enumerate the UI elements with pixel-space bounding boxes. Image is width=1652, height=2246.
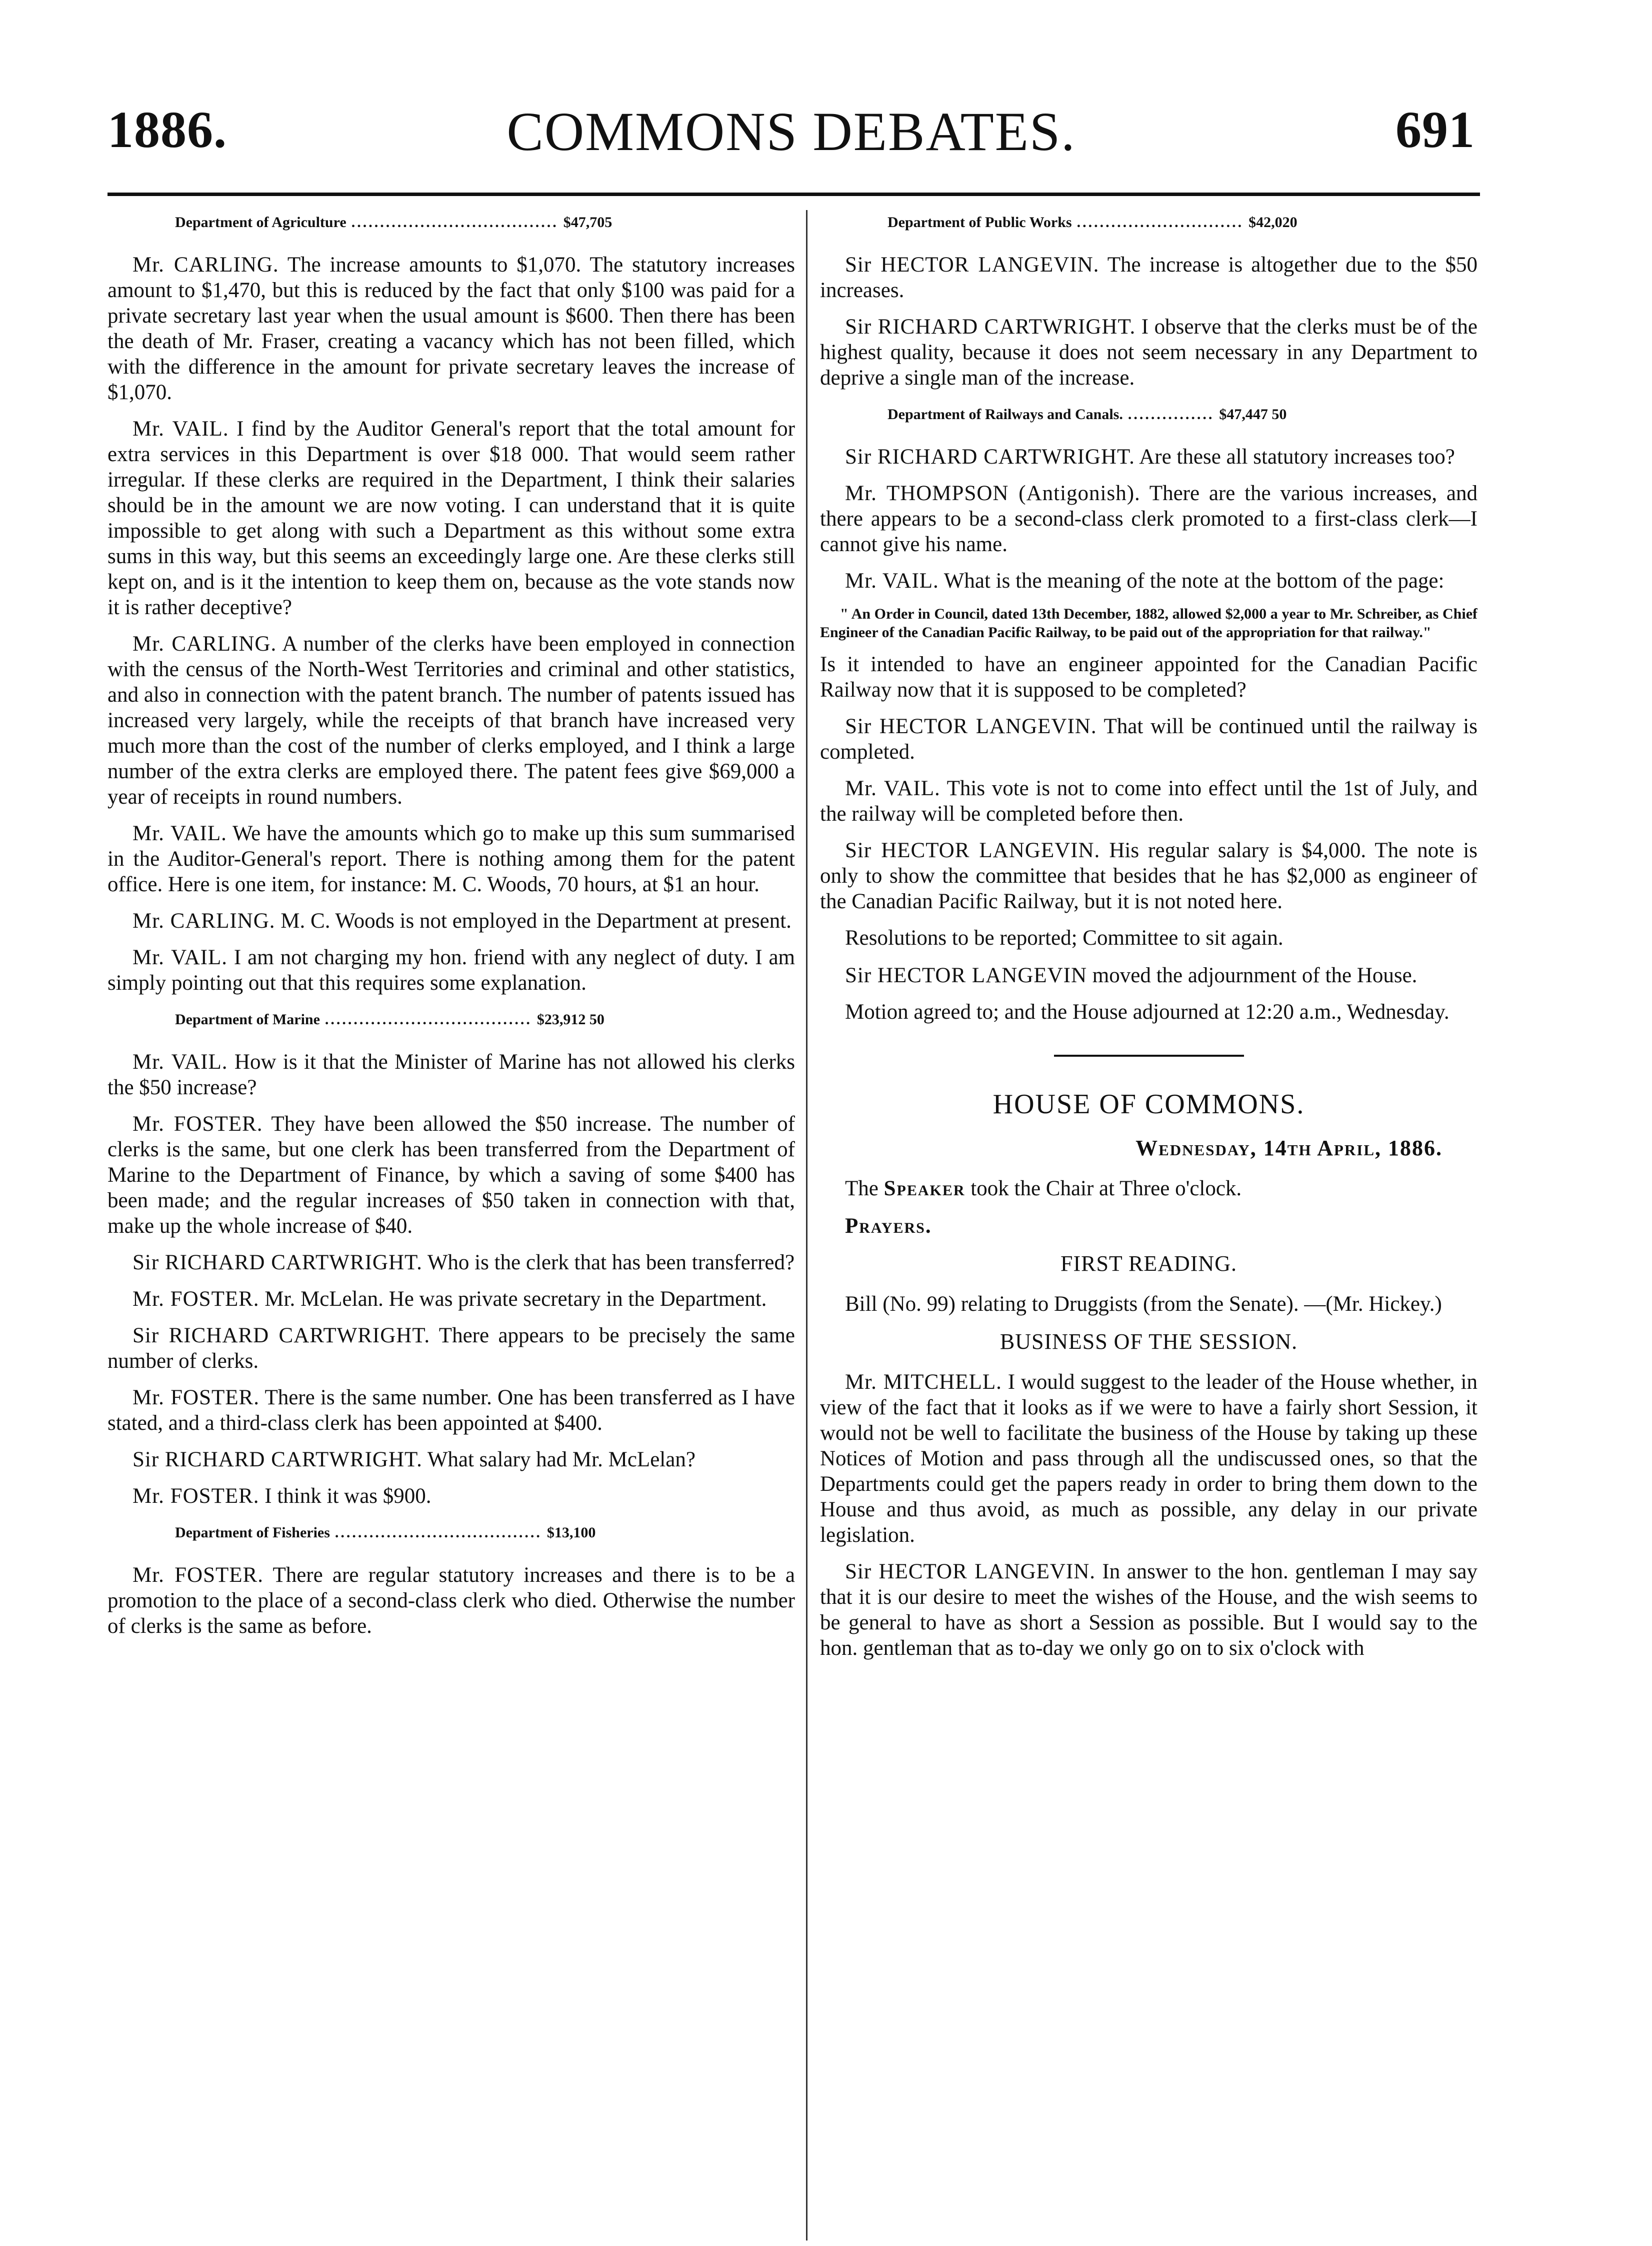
speech-text: There appears to be precisely the same number of clerks. [108, 1324, 795, 1373]
proceedings-line: Resolutions to be reported; Committee to sit again. [845, 926, 1284, 950]
estimate-leader: .................................... [324, 1011, 532, 1028]
prayers-line: Prayers. [845, 1214, 932, 1238]
speech-text: They have been allowed the $50 increase. The number of clerks is the same, but one clerk has been transferred from the Department of Marine to the Department of Finance, by which a saving of some $400 has been made; and the regular increases of $50 taken in connection with that, make up the whole increase of $40. [108, 1112, 795, 1238]
speech-text: I would suggest to the leader of the House whether, in view of the fact that it looks as if we were to have a fairly short Session, it would not be well to facilitate the business of the House by taking up these Notices of Motion and pass through all the undiscussed ones, so that the Departments could get the papers ready in order to bring them down to the House and thus avoid, as much as possible, any delay in our private legislation. [820, 1370, 1478, 1547]
estimate-leader: .................................... [351, 214, 558, 231]
speech-paragraph [108, 1385, 795, 1436]
speaker-name: Mr. CARLING. [132, 253, 279, 277]
estimate-amount: $47,705 [563, 214, 612, 231]
speech-text: This vote is not to come into effect until the 1st of July, and the railway will be completed before then. [820, 777, 1478, 826]
speaker-name: Mr. FOSTER. [132, 1386, 260, 1409]
estimate-amount: $13,100 [546, 1524, 596, 1541]
speech-text: What is the meaning of the note at the bottom of the page: [944, 569, 1444, 593]
speech-text: That will be continued until the railway is completed. [820, 715, 1478, 764]
section-rule [1054, 1055, 1244, 1057]
speech-text: Mr. McLelan. He was private secretary in the Department. [264, 1287, 767, 1311]
speech-paragraph [108, 1447, 795, 1472]
speech-paragraph [820, 963, 1478, 988]
speech-paragraph [108, 908, 795, 934]
speech-paragraph [108, 1111, 795, 1239]
speaker-name: Mr. MITCHELL. [845, 1370, 1002, 1394]
estimate-label: Department of Marine [175, 1011, 320, 1028]
speaker-name: Mr. VAIL. [132, 1050, 228, 1074]
text-prefix: The [845, 1177, 878, 1200]
estimate-item-agriculture [108, 210, 795, 235]
house-title: HOUSE OF COMMONS. [992, 1089, 1305, 1120]
speaker-name: Sir HECTOR LANGEVIN [845, 964, 1088, 987]
speech-text: I am not charging my hon. friend with any neglect of duty. I am simply pointing out that this requires some explanation. [108, 946, 795, 995]
speech-text: His regular salary is $4,000. The note is only to show the committee that besides that he has $2,000 as engineer of the Canadian Pacific Railway, but it is not noted here. [820, 839, 1478, 913]
speech-text: Who is the clerk that has been transferred? [427, 1251, 795, 1274]
estimate-amount: $42,020 [1248, 214, 1298, 231]
header-year: 1886. [108, 101, 227, 159]
speaker-name: Mr. THOMPSON (Antigonish). [845, 482, 1140, 505]
speech-paragraph [820, 314, 1478, 391]
speaker-name: Mr. VAIL. [845, 777, 940, 800]
header-rule [108, 193, 1480, 196]
estimate-amount: $23,912 50 [536, 1011, 604, 1028]
speaker-name: Mr. VAIL. [132, 946, 228, 969]
sitting-date: Wednesday, 14th April, 1886. [1136, 1136, 1442, 1160]
speaker-took-chair [820, 1176, 1478, 1201]
speaker-name: Sir HECTOR LANGEVIN. [845, 253, 1100, 277]
speaker-name: Sir RICHARD CARTWRIGHT. [132, 1448, 422, 1471]
speaker-name: Mr. CARLING. [132, 909, 276, 933]
speaker-name: Mr. VAIL. [845, 569, 939, 593]
estimate-label: Department of Railways and Canals. [888, 406, 1123, 423]
estimate-amount: $47,447 50 [1219, 406, 1287, 423]
estimate-label: Department of Public Works [888, 214, 1072, 231]
speech-paragraph [108, 945, 795, 996]
page-header [108, 100, 1475, 160]
right-column [820, 208, 1478, 2198]
speaker-name: Sir RICHARD CARTWRIGHT. [132, 1251, 422, 1274]
speech-text: I think it was $900. [264, 1484, 432, 1508]
speech-continuation: Is it intended to have an engineer appointed for the Canadian Pacific Railway now that it is supposed to be completed? [820, 653, 1478, 702]
speaker-name: Sir HECTOR LANGEVIN. [845, 1560, 1096, 1583]
speech-text: What salary had Mr. McLelan? [427, 1448, 696, 1471]
speech-text: We have the amounts which go to make up this sum summarised in the Auditor-General's report. There is nothing among them for the patent office. Here is one item, for instance: M. C. Woods, 70 hours, at $1 an hour. [108, 822, 795, 896]
column-divider [806, 210, 808, 2240]
speech-text: There are regular statutory increases and there is to be a promotion to the place of a second-class clerk who died. Otherwise the number of clerks is the same as before. [108, 1563, 795, 1638]
speaker-name: Sir RICHARD CARTWRIGHT. [845, 315, 1136, 339]
speaker-name: Sir HECTOR LANGEVIN. [845, 715, 1097, 738]
estimate-leader: ............................. [1076, 214, 1244, 231]
speaker-name: Sir RICHARD CARTWRIGHT. [132, 1324, 430, 1347]
speaker-name: Sir RICHARD CARTWRIGHT. [845, 445, 1135, 469]
speech-text: How is it that the Minister of Marine has not allowed his clerks the $50 increase? [108, 1050, 795, 1099]
speech-text: There are the various increases, and there appears to be a second-class clerk promoted to a first-class clerk—I cannot give his name. [820, 482, 1478, 556]
speech-paragraph [820, 838, 1478, 914]
speech-text: The increase amounts to $1,070. The statutory increases amount to $1,470, but this is reduced by the fact that only $100 was paid for a private secretary last year when the usual amount is $600. Then there has been the death of Mr. Fraser, creating a vacancy which has not been filled, which with the difference in the amount for private secretary leaves the increase of $1,070. [108, 253, 795, 404]
speech-text: There is the same number. One has been transferred as I have stated, and a third-class clerk has been appointed at $400. [108, 1386, 795, 1435]
speech-text: M. C. Woods is not employed in the Department at present. [280, 909, 792, 933]
speech-paragraph [820, 776, 1478, 827]
speech-text: In answer to the hon. gentleman I may say that it is our desire to meet the wishes of the House, and the wish seems to be general to have as short a Session as possible. But I would say to the hon. gentleman that as to-day we only go on to six o'clock with [820, 1560, 1478, 1660]
estimate-item-marine [108, 1007, 795, 1032]
speech-paragraph [108, 821, 795, 897]
speech-paragraph [108, 1483, 795, 1509]
speech-text: The increase is altogether due to the $50 increases. [820, 253, 1478, 302]
speech-paragraph [108, 1049, 795, 1100]
speaker-name: Sir HECTOR LANGEVIN. [845, 839, 1100, 862]
proceedings-line: Motion agreed to; and the House adjourned at 12:20 a.m., Wednesday. [845, 1000, 1450, 1024]
estimate-item-public-works [820, 210, 1478, 235]
estimate-leader: .................................... [334, 1524, 542, 1541]
estimate-leader: ............... [1128, 406, 1214, 423]
speech-paragraph [108, 1250, 795, 1275]
speech-text: I find by the Auditor General's report that the total amount for extra services in this Department is over $18 000. That would seem rather irregular. If these clerks are required in the Department, I think their salaries should be in the amount we are now voting. I can understand that it is quite impossible to get along with such a Department as this without some extra sums in this way, but this seems an exceedingly large one. Are these clerks still kept on, and is it the intention to keep them on, because as the vote stands now it is rather deceptive? [108, 417, 795, 619]
speech-paragraph [108, 1323, 795, 1374]
speech-paragraph [108, 631, 795, 810]
speech-paragraph [820, 1559, 1478, 1661]
text-rest: took the Chair at Three o'clock. [970, 1177, 1242, 1200]
estimate-label: Department of Agriculture [175, 214, 346, 231]
speech-paragraph [820, 252, 1478, 303]
estimate-item-fisheries [108, 1520, 795, 1545]
quoted-note: " An Order in Council, dated 13th December, 1882, allowed $2,000 a year to Mr. Schreiber, as Chief Engineer of the Canadian Pacific Railway, to be paid out of the appropriation for that railway." [820, 606, 1478, 641]
section-heading-first-reading: FIRST READING. [1060, 1251, 1237, 1276]
speech-paragraph [820, 481, 1478, 557]
speech-paragraph [108, 416, 795, 620]
speech-text: Are these all statutory increases too? [1139, 445, 1455, 469]
speech-text: I observe that the clerks must be of the highest quality, because it does not seem necessary in any Department to deprive a single man of the increase. [820, 315, 1478, 390]
speaker-name: Mr. CARLING. [132, 632, 277, 656]
speaker-name: Mr. FOSTER. [132, 1484, 260, 1508]
speech-paragraph [108, 252, 795, 405]
speech-paragraph [820, 1369, 1478, 1548]
speech-paragraph [820, 444, 1478, 470]
estimate-item-railways [820, 402, 1478, 427]
speech-text: A number of the clerks have been employed in connection with the census of the North-West Territories and criminal and other statistics, and also in connection with the patent branch. The number of patents issued has increased very largely, while the receipts of that branch have increased very much more than the cost of the number of clerks employed, and I think a large number of the extra clerks are employed there. The patent fees give $69,000 a year of receipts in round numbers. [108, 632, 795, 809]
header-page-number: 691 [1396, 101, 1475, 159]
left-column [108, 208, 795, 2198]
speaker-name: Mr. FOSTER. [132, 1287, 260, 1311]
speaker-name: Mr. VAIL. [132, 822, 227, 845]
speech-paragraph [820, 568, 1478, 594]
speech-paragraph [820, 714, 1478, 765]
section-heading-business: BUSINESS OF THE SESSION. [1000, 1329, 1298, 1354]
estimate-label: Department of Fisheries [175, 1524, 330, 1541]
speaker-name: Mr. FOSTER. [132, 1563, 264, 1587]
speech-text: moved the adjournment of the House. [1092, 964, 1418, 987]
bill-line: Bill (No. 99) relating to Druggists (from the Senate). —(Mr. Hickey.) [845, 1292, 1442, 1316]
speaker-name: Mr. VAIL. [132, 417, 229, 441]
speech-paragraph [108, 1562, 795, 1639]
speech-paragraph [108, 1286, 795, 1312]
speaker-title: Speaker [884, 1177, 966, 1200]
header-title: COMMONS DEBATES. [506, 101, 1076, 162]
speaker-name: Mr. FOSTER. [132, 1112, 263, 1136]
